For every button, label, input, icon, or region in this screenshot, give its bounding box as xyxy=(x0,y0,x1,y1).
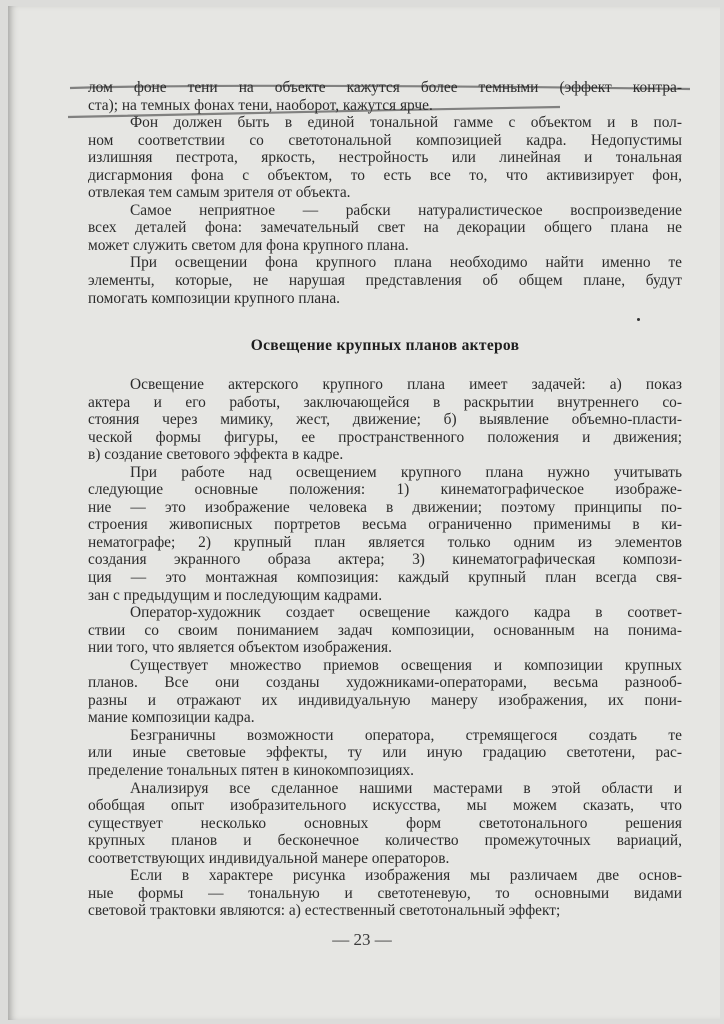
text-line: отвлекая тем самым зрителя от объекта. xyxy=(88,184,351,202)
text-line: разны и отражают их индивидуальную манеру изображения, их пони- xyxy=(88,691,682,709)
text-line: строения живописных портретов весьма ограниченно применимы в ки- xyxy=(88,516,682,534)
text-line: излишняя пестрота, яркость, нестройность или линейная и тональная xyxy=(88,149,682,167)
text-line: Существует множество приемов освещения и композиции крупных xyxy=(130,656,682,674)
text-line: крупных планов и бесконечное количество промежуточных вариаций, xyxy=(88,832,682,850)
text-line: планов. Все они созданы художниками-операторами, весьма разнооб- xyxy=(88,674,682,692)
paragraph xyxy=(88,114,682,202)
text-line: нематографе; 2) крупный план является только одним из элементов xyxy=(88,533,682,551)
text-line: Оператор-художник создает освещение каждого кадра в соответ- xyxy=(130,604,682,622)
text-line: элементы, которые, не нарушая представления об общем плане, будут xyxy=(88,272,682,290)
text-line: Анализируя все сделанное нашими мастерами в этой области и xyxy=(130,779,682,797)
text-line: ном соответствии со светотональной композицией кадра. Недопустимы xyxy=(88,131,682,149)
ink-speck xyxy=(637,318,640,321)
text-line: стояния через мимику, жест, движение; б) выявление объемно-пласти- xyxy=(88,411,682,429)
text-line: Самое неприятное — рабски натуралистическое воспроизведение xyxy=(130,201,682,219)
text-line: в) создание светового эффекта в кадре. xyxy=(88,446,344,464)
text-line: зан с предыдущим и последующим кадрами. xyxy=(88,586,383,604)
text-line: существует несколько основных форм светотонального решения xyxy=(88,814,682,832)
text-line: нии того, что является объектом изображения. xyxy=(88,639,392,657)
section-heading: Освещение крупных планов актеров xyxy=(250,337,520,354)
text-line: световой трактовки являются: а) естественный светотональный эффект; xyxy=(88,902,561,920)
text-line: пределение тональных пятен в кинокомпозициях. xyxy=(88,762,415,780)
text-line: ция — это монтажная композиция: каждый крупный план всегда свя- xyxy=(88,569,682,587)
text-line: лом фоне тени на объекте кажутся более темными (эффект контра- xyxy=(88,79,682,96)
text-line: создания экранного образа актера; 3) кинематографическая компози- xyxy=(88,551,682,569)
paragraph xyxy=(88,376,682,464)
paragraph xyxy=(88,867,682,920)
text-block-top xyxy=(88,79,682,307)
text-line: может служить светом для фона крупного плана. xyxy=(88,236,409,254)
text-line: Если в характере рисунка изображения мы различаем две основ- xyxy=(130,867,682,885)
paragraph xyxy=(88,604,682,657)
paragraph xyxy=(88,464,682,604)
text-line: дисгармония фона с объектом, то есть все то, что активизирует фон, xyxy=(88,166,682,184)
text-line: Освещение актерского крупного плана имеет задачей: а) показ xyxy=(130,376,682,393)
text-line: обобщая опыт изобразительного искусства, мы можем сказать, что xyxy=(88,797,682,815)
paragraph xyxy=(88,727,682,780)
text-line: актера и его работы, заключающейся в раскрытии внутреннего со- xyxy=(88,393,682,411)
text-line: следующие основные положения: 1) кинематографическое изображе- xyxy=(88,481,682,499)
page-number: — 23 — xyxy=(332,930,392,949)
text-line: Безграничны возможности оператора, стремящегося создать те xyxy=(130,726,682,744)
text-line: мание композиции кадра. xyxy=(88,709,255,727)
text-line: При работе над освещением крупного плана нужно учитывать xyxy=(130,463,682,481)
text-line: ста); на темных фонах тени, наоборот, кажутся ярче. xyxy=(88,96,433,114)
paragraph xyxy=(88,254,682,307)
paragraph xyxy=(88,657,682,727)
paragraph xyxy=(88,780,682,868)
text-line: ные формы — тональную и светотеневую, то основными видами xyxy=(88,884,682,902)
text-block-main xyxy=(88,376,682,920)
text-line: ние — это изображение человека в движении; поэтому принципы по- xyxy=(88,498,682,516)
text-line: ческой формы фигуры, ее пространственного положения и движения; xyxy=(88,428,682,446)
text-line: всех деталей фона: замечательный свет на декорации общего плана не xyxy=(88,219,682,237)
paragraph xyxy=(88,202,682,255)
text-line: ствии со своим пониманием задач композиции, основанным на понима- xyxy=(88,621,682,639)
text-line: соответствующих индивидуальной манере операторов. xyxy=(88,849,450,867)
text-line: или иные световые эффекты, ту или иную градацию светотени, рас- xyxy=(88,744,682,762)
text-line: Фон должен быть в единой тональной гамме с объектом и в пол- xyxy=(130,114,682,132)
text-line: При освещении фона крупного плана необходимо найти именно те xyxy=(130,254,682,272)
text-line: помогать композиции крупного плана. xyxy=(88,289,341,307)
paragraph xyxy=(88,79,682,114)
